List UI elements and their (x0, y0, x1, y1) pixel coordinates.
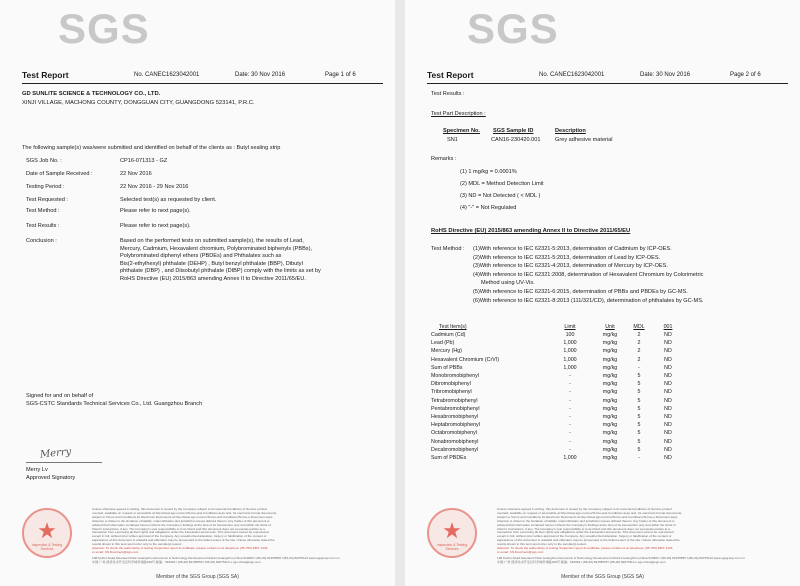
sgs-member-line: Member of the SGS Group (SGS SA) (156, 574, 239, 580)
table-row: Hexavalent Chromium (CrVI) 1,000 mg/kg 2 ND (431, 356, 672, 363)
spec-header: SGS Sample ID (493, 128, 534, 134)
column-header: Test Item(s) (439, 324, 467, 330)
terms-fine-print: Unless otherwise agreed in writing, this document is issued by the Company subject to its General Conditions of Service printed overleaf, available on request or accessible at http://www.sgs.com/en/Terms-and-Conditions.aspx and, for electronic format documents, subject to Terms and Conditions for Electronic Documents at http://www.sgs.com/en/Terms-and-Conditions/Terms-e-Document.aspx. Attention is drawn to the limitation of liability, indemnification and jurisdiction issues defined therein. Any holder of this document is advised that information contained hereon reflects the Company's findings at the time of its intervention only and within the limits of Client's instructions, if any. The Company's sole responsibility is to its Client and this document does not exonerate parties to a transaction from exercising all their rights and obligations under the transaction documents. This document cannot be reproduced except in full, without prior written approval of the Company. Any unauthorized alteration, forgery or falsification of the content or appearance of this document is unlawful and offenders may be prosecuted to the fullest extent of the law. Unless otherwise stated the results shown in this test report refer only to the sample(s) tested. Attention: To check the authenticity of testing /inspection report & certificate, please contact us at telephone: (86-755) 8307 1443, or email: CN.Doccheck@sgs.com 198 Kezhu Road,Scientech Park Guangzhou Economic & Technology Development District,Guangzhou,China 510663 t (86-20) 82155555 f (86-20) 82075113 www.sgsgroup.com.cn 中国·广州·经济技术开发区科学城科珠路198号 邮编：510663 t (86-20) 82155555 f (86-20) 82075113 e sgs.china@sgs.com (92, 507, 340, 564)
table-row: Dibromobiphenyl - mg/kg 5 ND (431, 381, 672, 388)
remark-item: (2) MDL = Method Detection Limit (460, 181, 544, 187)
field-label: SGS Job No. : (26, 158, 62, 164)
conclusion-label: Conclusion : (26, 238, 57, 244)
remark-item: (4) "-" = Not Regulated (460, 205, 517, 211)
table-row: Octabromobiphenyl - mg/kg 5 ND (431, 430, 672, 437)
page-number: Page 1 of 6 (325, 72, 356, 78)
spec-cell: Grey adhesive material (555, 137, 613, 143)
results-table (431, 323, 683, 462)
field-label: Testing Period : (26, 184, 65, 190)
report-page-1 (0, 0, 395, 586)
field-value: Please refer to next page(s). (120, 223, 191, 229)
field-value: Selected test(s) as requested by client. (120, 197, 217, 203)
table-row: Decabromobiphenyl - mg/kg 5 ND (431, 446, 672, 453)
remark-item: (3) ND = Not Detected ( < MDL ) (460, 193, 541, 199)
method-line: Method using UV-Vis. (481, 280, 535, 286)
star-icon: ★ (37, 518, 57, 543)
test-results-label: Test Results : (431, 91, 465, 97)
conclusion-line: RoHS Directive (EU) 2015/863 amending Annex II to Directive 2011/65/EU. (120, 275, 306, 282)
table-row: Monobromobiphenyl - mg/kg 5 ND (431, 373, 672, 380)
column-header: 001 (663, 324, 673, 330)
table-header-row (431, 323, 683, 331)
report-date: Date: 30 Nov 2016 (235, 72, 286, 78)
remark-item: (1) 1 mg/kg = 0.0001% (460, 169, 517, 175)
method-line: (4)With reference to IEC 62321:2008, determination of Hexavalent Chromium by Colorimetric (473, 271, 704, 278)
report-title: Test Report (22, 70, 69, 80)
table-row: Nonabromobiphenyl - mg/kg 5 ND (431, 438, 672, 445)
sgs-logo: SGS (467, 5, 559, 52)
spec-header: Description (555, 128, 586, 134)
intro-statement: The following sample(s) was/were submitted and identified on behalf of the clients as : Butyl sealing strip (22, 145, 281, 151)
star-icon: ★ (442, 518, 462, 543)
spec-header: Specimen No. (443, 128, 480, 134)
report-footer (0, 506, 395, 586)
table-row: Sum of PBDEs 1,000 mg/kg - ND (431, 454, 672, 461)
table-row: Pentabromobiphenyl - mg/kg 5 ND (431, 405, 672, 412)
conclusion-line: phthalate (DBP) , and Diisobutyl phthalate (DIBP) comply with the limits as set by (120, 268, 321, 274)
signed-on-behalf: Signed for and on behalf of (26, 393, 94, 399)
conclusion-line: Polybrominated diphenyl ethers (PBDEs) and Phthalates such as (120, 253, 282, 259)
page-number: Page 2 of 6 (730, 72, 761, 78)
spec-cell: CAN16-230420.001 (491, 137, 541, 143)
field-label: Test Method : (26, 208, 60, 214)
column-header: MDL (633, 324, 645, 330)
terms-fine-print: Unless otherwise agreed in writing, this document is issued by the Company subject to its General Conditions of Service printed overleaf, available on request or accessible at http://www.sgs.com/en/Terms-and-Conditions.aspx and, for electronic format documents, subject to Terms and Conditions for Electronic Documents at http://www.sgs.com/en/Terms-and-Conditions/Terms-e-Document.aspx. Attention is drawn to the limitation of liability, indemnification and jurisdiction issues defined therein. Any holder of this document is advised that information contained hereon reflects the Company's findings at the time of its intervention only and within the limits of Client's instructions, if any. The Company's sole responsibility is to its Client and this document does not exonerate parties to a transaction from exercising all their rights and obligations under the transaction documents. This document cannot be reproduced except in full, without prior written approval of the Company. Any unauthorized alteration, forgery or falsification of the content or appearance of this document is unlawful and offenders may be prosecuted to the fullest extent of the law. Unless otherwise stated the results shown in this test report refer only to the sample(s) tested. Attention: To check the authenticity of testing /inspection report & certificate, please contact us at telephone: (86-755) 8307 1443, or email: CN.Doccheck@sgs.com 198 Kezhu Road,Scientech Park Guangzhou Economic & Technology Development District,Guangzhou,China 510663 t (86-20) 82155555 f (86-20) 82075113 www.sgsgroup.com.cn 中国·广州·经济技术开发区科学城科珠路198号 邮编：510663 t (86-20) 82155555 f (86-20) 82075113 e sgs.china@sgs.com (497, 507, 745, 564)
field-value: CP16-071313 - GZ (120, 158, 168, 164)
signing-branch: SGS-CSTC Standards Technical Services Co., Ltd. Guangzhou Branch (26, 401, 203, 407)
company-seal: ★ Inspection & Testing Services (22, 508, 72, 558)
report-date: Date: 30 Nov 2016 (640, 72, 691, 78)
table-row: Heptabromobiphenyl - mg/kg 5 ND (431, 422, 672, 429)
header-rule (22, 83, 383, 84)
field-label: Test Results : (26, 223, 60, 229)
field-label: Test Requested : (26, 197, 68, 203)
column-header: Unit (605, 324, 615, 330)
report-header (22, 70, 383, 82)
conclusion-line: Mercury, Cadmium, Hexavalent chromium, Polybrominated biphenyls (PBBs), (120, 245, 313, 252)
table-row: Mercury (Hg) 1,000 mg/kg 2 ND (431, 348, 672, 355)
handwritten-signature: Merry (39, 446, 72, 461)
table-row: Cadmium (Cd) 100 mg/kg 2 ND (431, 332, 672, 339)
field-label: Date of Sample Received : (26, 171, 93, 177)
column-header: Limit (564, 324, 576, 330)
table-row: Hexabromobiphenyl - mg/kg 5 ND (431, 413, 672, 420)
method-line: (2)With reference to IEC 62321-5:2013, determination of Lead by ICP-OES. (473, 254, 661, 261)
report-number: No. CANEC1623042001 (134, 72, 200, 78)
table-row: Tribromobiphenyl - mg/kg 5 ND (431, 389, 672, 396)
sgs-member-line: Member of the SGS Group (SGS SA) (561, 574, 644, 580)
table-row: Lead (Pb) 1,000 mg/kg 2 ND (431, 340, 672, 347)
field-value: 22 Nov 2016 (120, 171, 152, 177)
table-row: Sum of PBBs 1,000 mg/kg - ND (431, 364, 672, 371)
field-value: 22 Nov 2016 - 29 Nov 2016 (120, 184, 189, 190)
field-value: Please refer to next page(s). (120, 208, 191, 214)
conclusion-line: Bis(2-ethylhexyl) phthalate (DEHP) , Butyl benzyl phthalate (BBP), Dibutyl (120, 260, 303, 267)
signatory-title: Approved Signatory (26, 475, 76, 481)
method-line: (6)With reference to IEC 62321-8:2013 (111/321/CD), determination of phthalates by GC-MS. (473, 297, 704, 304)
method-line: (5)With reference to IEC 62321-6:2015, determination of PBBs and PBDEs by GC-MS. (473, 289, 688, 295)
test-method-label: Test Method : (431, 246, 465, 252)
company-seal: ★ Inspection & Testing Services (427, 508, 477, 558)
signature-line (26, 462, 102, 463)
report-title: Test Report (427, 70, 474, 80)
rohs-directive-heading: RoHS Directive (EU) 2015/863 amending Annex II to Directive 2011/65/EU (431, 228, 631, 234)
method-line: (3)With reference to IEC 62321-4:2013, determination of Mercury by ICP-OES. (473, 263, 668, 269)
report-page-2 (405, 0, 800, 586)
table-row: Tetrabromobiphenyl - mg/kg 5 ND (431, 397, 672, 404)
report-footer (405, 506, 800, 586)
remarks-label: Remarks : (431, 156, 457, 162)
report-number: No. CANEC1623042001 (539, 72, 605, 78)
conclusion-line: Based on the performed tests on submitted sample(s), the results of Lead, (120, 238, 304, 244)
report-header (427, 70, 788, 82)
signatory-name: Merry Lv (26, 467, 48, 473)
method-line: (1)With reference to IEC 62321-5:2013, determination of Cadmium by ICP-OES. (473, 246, 672, 252)
header-rule (427, 83, 788, 84)
part-description-label: Test Part Description : (431, 111, 486, 117)
client-address: XINJI VILLAGE, MACHONG COUNTY, DONGGUAN CITY, GUANGDONG 523141, P.R.C. (22, 100, 255, 106)
sgs-logo: SGS (58, 5, 150, 52)
spec-cell: SN1 (447, 137, 458, 143)
client-company: GD SUNLITE SCIENCE & TECHNOLOGY CO., LTD. (22, 91, 161, 97)
